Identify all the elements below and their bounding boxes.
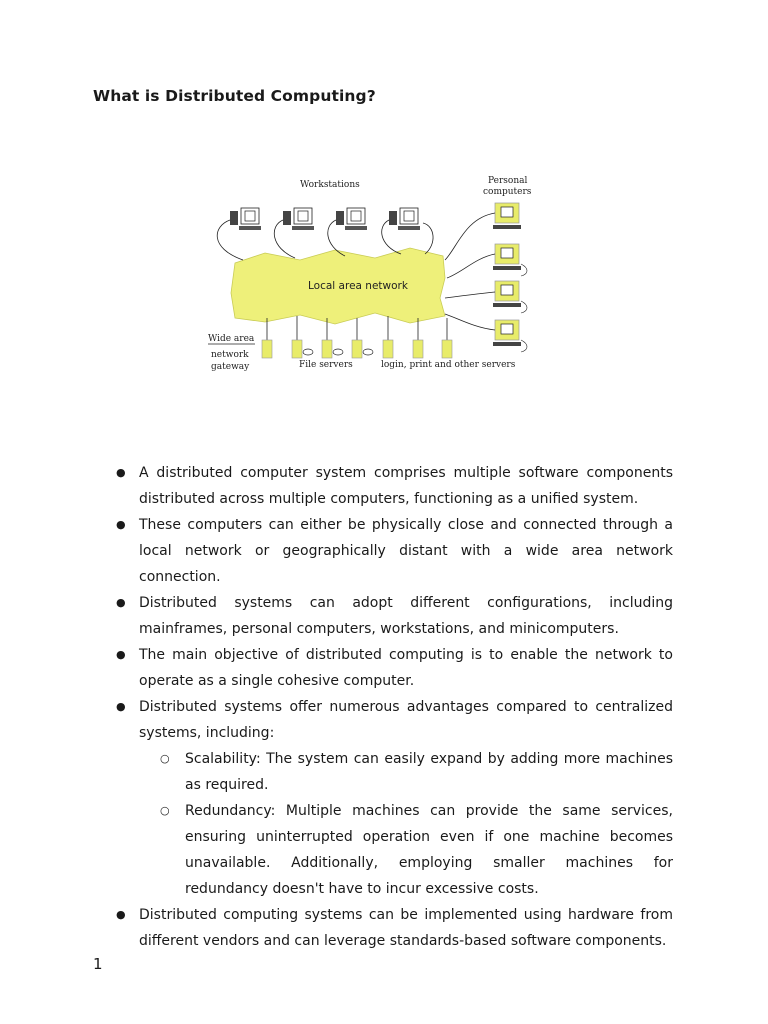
file-server-icon — [292, 316, 313, 358]
distributed-system-diagram — [195, 168, 545, 378]
list-item — [0, 460, 768, 512]
diagram-svg — [195, 168, 545, 378]
bullet-icon: ● — [116, 908, 126, 921]
list-item-text: A distributed computer system comprises multiple software components distributed across multiple computers, functioning as a unified system. — [139, 465, 673, 507]
bullet-icon: ● — [116, 518, 126, 531]
file-server-icon — [352, 318, 373, 358]
list-item — [0, 590, 768, 642]
personal-computer-icon — [445, 281, 527, 313]
list-item-text: Distributed systems can adopt different configurations, including mainframes, personal computers, workstations, and minicomputers. — [139, 595, 673, 637]
sub-bullet-icon: ○ — [160, 752, 170, 765]
personal-computer-icon — [447, 244, 527, 278]
sub-list-item-text: Scalability: The system can easily expand by adding more machines as required. — [185, 751, 673, 793]
bullet-icon: ● — [116, 700, 126, 713]
list-item-text: The main objective of distributed computing is to enable the network to operate as a single cohesive computer. — [139, 647, 673, 689]
personal-computer-icon — [445, 314, 527, 352]
sub-bullet-icon: ○ — [160, 804, 170, 817]
lan-label: Local area network — [308, 280, 408, 292]
list-item — [0, 642, 768, 694]
list-item — [0, 694, 768, 746]
sub-list-item-text: Redundancy: Multiple machines can provide the same services, ensuring uninterrupted operation even if one machine becomes unavailable. Additionally, employing smaller machines for redundancy doesn't have to incur excessive costs. — [185, 803, 673, 897]
wan-label-1: Wide area — [208, 334, 255, 344]
sub-list-item — [0, 746, 768, 798]
file-servers-label: File servers — [299, 360, 353, 370]
bullet-icon: ● — [116, 596, 126, 609]
personal-computers-label-2: computers — [483, 187, 532, 197]
workstations-label: Workstations — [300, 180, 360, 190]
workstation-icon — [328, 208, 367, 256]
other-servers-label: login, print and other servers — [381, 360, 516, 370]
list-item-text: These computers can either be physically close and connected through a local network or geographically distant with a wide area network connection. — [139, 517, 673, 585]
personal-computers-label-1: Personal — [488, 176, 528, 186]
other-server-icon — [383, 316, 393, 358]
list-item-text: Distributed computing systems can be implemented using hardware from different vendors and can leverage standards-based software components. — [139, 907, 673, 949]
wan-label-3: gateway — [211, 362, 250, 372]
page-number: 1 — [93, 955, 103, 973]
file-server-icon — [322, 318, 343, 358]
other-server-icon — [413, 318, 423, 358]
sub-list-item — [0, 798, 768, 902]
bullet-icon: ● — [116, 648, 126, 661]
other-server-icon — [442, 318, 452, 358]
bullet-list — [0, 460, 768, 954]
workstation-icon — [217, 208, 261, 260]
wan-label-2: network — [211, 350, 249, 360]
workstation-icon — [382, 208, 433, 254]
list-item — [0, 512, 768, 590]
list-item — [0, 902, 768, 954]
gateway-server-icon — [262, 318, 272, 358]
list-item-text: Distributed systems offer numerous advantages compared to centralized systems, including: — [139, 699, 673, 741]
page-title: What is Distributed Computing? — [93, 87, 376, 105]
bullet-icon: ● — [116, 466, 126, 479]
workstation-icon — [274, 208, 314, 258]
